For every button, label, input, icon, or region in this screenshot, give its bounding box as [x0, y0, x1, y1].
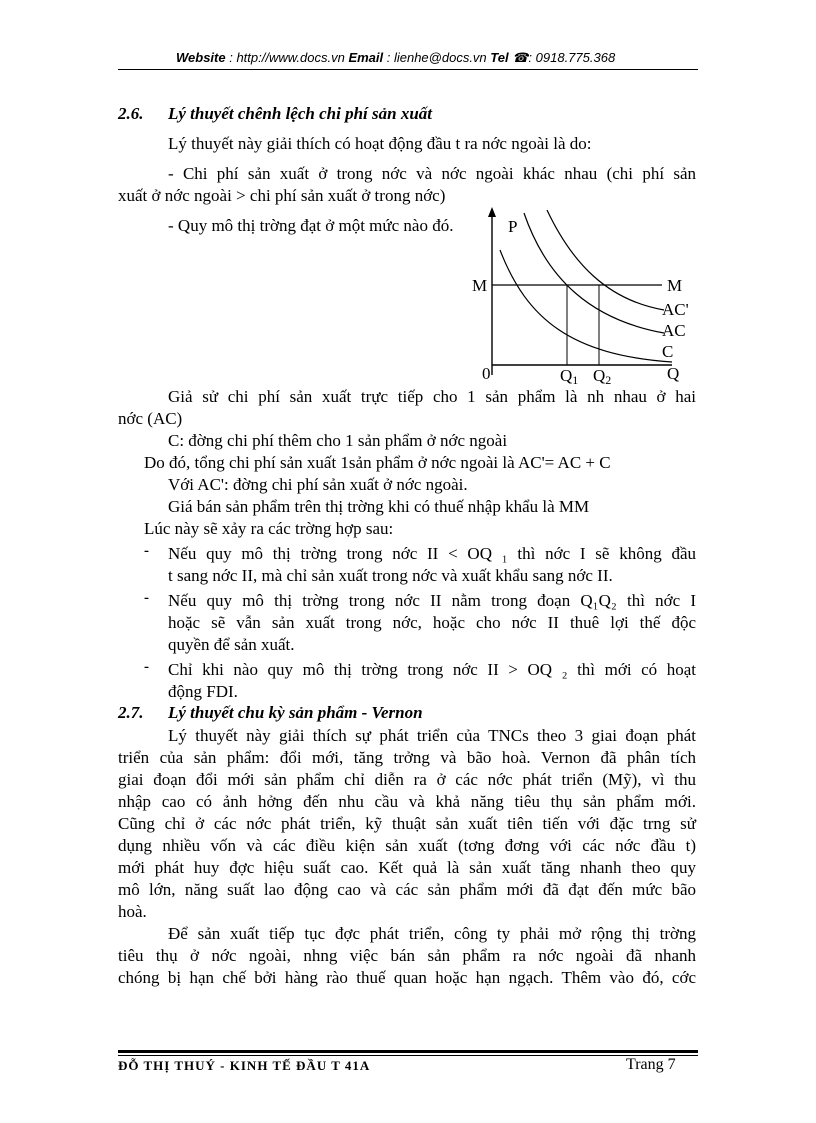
intro-line: Lý thuyết này giải thích có hoạt động đầu t ra nớc ngoài là do: [168, 134, 592, 153]
label-ac-prime: AC' [662, 300, 689, 319]
footer-rule-thin [118, 1055, 698, 1056]
phone-icon: ☎ [512, 50, 529, 65]
section-title: Lý thuyết chênh lệch chi phí sản xuất [168, 104, 432, 123]
tel-label: Tel [490, 50, 509, 65]
cost-curve-graph [462, 205, 702, 390]
section-number: 2.7. [118, 703, 144, 722]
point1-line2: xuất ở nớc ngoài > chi phí sản xuất ở trong nớc) [118, 186, 446, 205]
section-title: Lý thuyết chu kỳ sản phẩm - Vernon [168, 703, 423, 722]
assume-line1: Giả sử chi phí sản xuất trực tiếp cho 1 sản phẩm là nh nhau ở hai [168, 387, 696, 406]
para1-line: dụng nhiều vốn và các điều kiện sản xuất (tơng đơng với các nớc đầu t) [118, 836, 696, 855]
page-number: Trang 7 [626, 1056, 676, 1073]
website-url[interactable]: : http://www.docs.vn [225, 50, 349, 65]
para2-line: chóng bị hạn chế bởi hàng rào thuế quan hoặc hạn ngạch. Thêm vào đó, cớc [118, 968, 696, 987]
para2-line: Để sản xuất tiếp tục đợc phát triển, công ty phải mở rộng thị trờng [168, 924, 696, 943]
label-m-left: M [472, 276, 488, 295]
label-ac: AC [662, 321, 686, 340]
footer-author: ĐỖ THỊ THUÝ - KINH TẾ ĐẦU T 41A [118, 1058, 371, 1073]
para1-line: hoà. [118, 902, 147, 921]
cases-intro: Lúc này sẽ xảy ra các trờng hợp sau: [144, 519, 394, 538]
case2-bullet: - [144, 590, 149, 606]
point1-line1: - Chi phí sản xuất ở trong nớc và nớc ngoài khác nhau (chi phí sản [168, 164, 696, 183]
para1-line: Lý thuyết này giải thích sự phát triển của TNCs theo 3 giai đoạn phát [168, 726, 696, 745]
para1-line: Cũng chỉ ở các nớc phát triển, kỹ thuật sản xuất tiên tiến với đặc trng sử [118, 814, 696, 833]
point2-line: - Quy mô thị trờng đạt ở một mức nào đó. [168, 216, 454, 235]
label-p: P [508, 217, 518, 236]
case3-bullet: - [144, 659, 149, 675]
case3-line1: Chỉ khi nào quy mô thị trờng trong nớc II > OQ ₂ thì mới có hoạt [168, 660, 696, 679]
email-label: Email [348, 50, 384, 65]
curve-ac-prime [547, 210, 664, 310]
section-2-6-heading [118, 104, 432, 124]
para1-line: giai đoạn đổi mới sản phẩm chỉ diễn ra ở các nớc phát triển (Mỹ), vì thu [118, 770, 696, 789]
label-c: C [662, 342, 674, 361]
footer-rule-thick [118, 1050, 698, 1053]
para1-line: mô lớn, năng suất lao động cao và các sản phẩm mới đã đạt đến mức bão [118, 880, 696, 899]
para1-line: nhập cao có ảnh hởng đến nhu cầu và khả năng tiêu thụ sản phẩm mới. [118, 792, 696, 811]
case2-line3: quyền để sản xuất. [168, 635, 295, 654]
case1-line2: t sang nớc II, mà chỉ sản xuất trong nớc và xuất khẩu sang nớc II. [168, 566, 613, 585]
y-axis-arrow [488, 207, 496, 217]
curve-ac [524, 213, 664, 333]
total-cost-line: Do đó, tổng chi phí sản xuất 1sản phẩm ở nớc ngoài là AC'= AC + C [144, 453, 611, 472]
ac-definition: Với AC': đờng chi phí sản xuất ở nớc ngoài. [168, 475, 468, 494]
para1-line: triển của sản phẩm: đổi mới, tăng trởng và bão hoà. Vernon đã phân tích [118, 748, 696, 767]
case1-line1: Nếu quy mô thị trờng trong nớc II < OQ ₁ thì nớc I sẽ không đầu [168, 544, 696, 563]
assume-line2: nớc (AC) [118, 409, 183, 428]
header-rule [118, 69, 698, 70]
section-2-7-heading [118, 703, 423, 723]
case2-line2: hoặc sẽ vẫn sản xuất trong nớc, hoặc cho nớc II thuê lợi thế độc [168, 613, 696, 632]
case1-bullet: - [144, 543, 149, 559]
para1-line: mới phát huy đợc hiệu suất cao. Kết quả là sản xuất tăng nhanh theo quy [118, 858, 696, 877]
section-number: 2.6. [118, 104, 144, 123]
label-origin: 0 [482, 364, 491, 383]
c-definition: C: đờng chi phí thêm cho 1 sản phẩm ở nớc ngoài [168, 431, 508, 450]
tel-number: : 0918.775.368 [528, 50, 616, 65]
label-q2: Q2 [593, 366, 612, 387]
page-header [176, 50, 615, 66]
label-m-right: M [667, 276, 683, 295]
label-q: Q [667, 364, 680, 383]
case2-line1: Nếu quy mô thị trờng trong nớc II nằm trong đoạn Q₁Q₂ thì nớc I [168, 591, 696, 610]
website-label: Website [176, 50, 226, 65]
price-line: Giá bán sản phẩm trên thị trờng khi có thuế nhập khẩu là MM [168, 497, 590, 516]
case3-line2: động FDI. [168, 682, 238, 701]
email-address[interactable]: : lienhe@docs.vn [383, 50, 491, 65]
label-q1: Q1 [560, 366, 579, 387]
para2-line: tiêu thụ ở nớc ngoài, nhng việc bán sản phẩm ra nớc ngoài đã nhanh [118, 946, 696, 965]
